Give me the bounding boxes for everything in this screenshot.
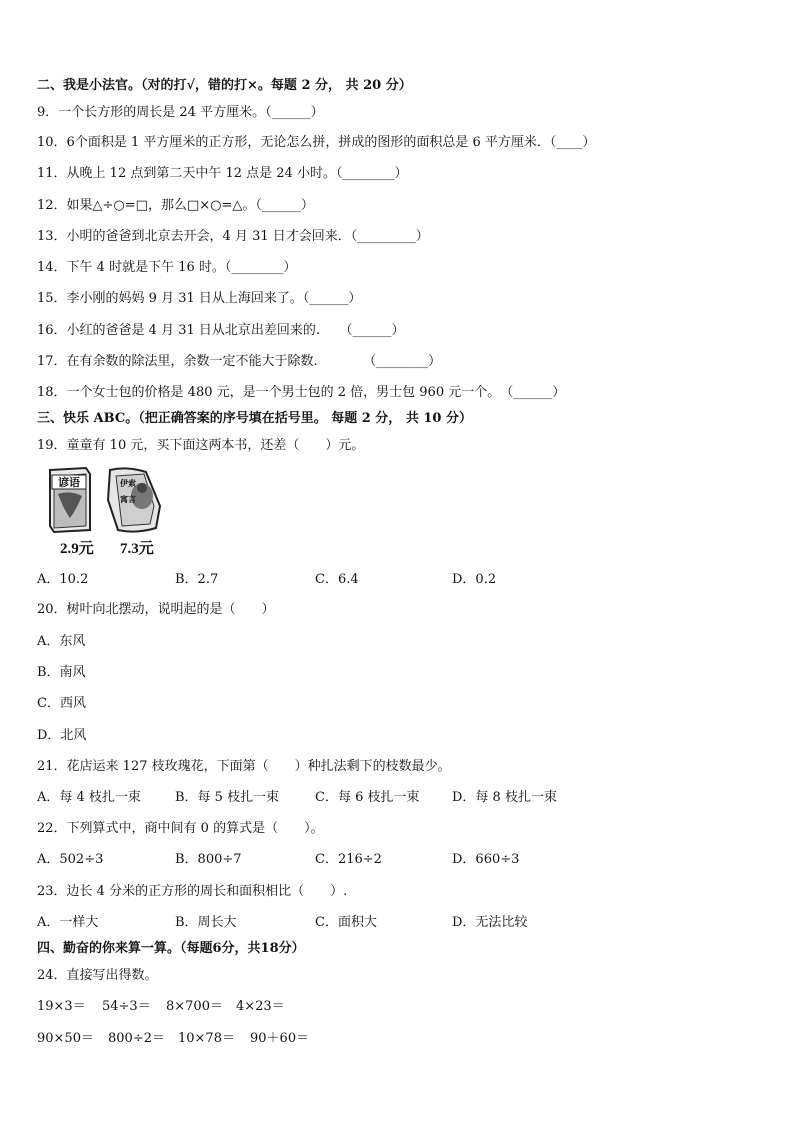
question-23: 23．边长 4 分米的正方形的周长和面积相比（ ）.: [37, 884, 348, 899]
q20-option-b[interactable]: B．南风: [37, 665, 86, 680]
q21-option-c[interactable]: C．每 6 枝扎一束: [315, 790, 420, 805]
calc-r2-4: 90＋60＝: [250, 1031, 310, 1046]
question-21: 21．花店运来 127 枝玫瑰花，下面第（ ）种扎法剩下的枝数最少。: [37, 759, 451, 774]
book2-title-part2: 寓言: [120, 495, 136, 504]
q21-option-a[interactable]: A．每 4 枝扎一束: [37, 790, 141, 805]
question-11: 11．从晚上 12 点到第二天中午 12 点是 24 小时。（________）: [37, 166, 408, 181]
question-20: 20．树叶向北摆动，说明起的是（ ）: [37, 602, 275, 617]
calc-r1-4: 4×23＝: [236, 999, 285, 1014]
q20-option-c[interactable]: C．西风: [37, 696, 86, 711]
section-3-title: 三、快乐 ABC。（把正确答案的序号填在括号里。 每题 2 分， 共 10 分）: [37, 411, 472, 426]
question-19: 19．童童有 10 元，买下面这两本书，还差（ ）元。: [37, 438, 365, 453]
question-16: 16．小红的爸爸是 4 月 31 日从北京出差回来的. （______）: [37, 323, 405, 338]
q19-option-c[interactable]: C．6.4: [315, 572, 359, 587]
question-9: 9．一个长方形的周长是 24 平方厘米。（______）: [37, 105, 324, 120]
q19-option-b[interactable]: B．2.7: [175, 572, 219, 587]
question-10: 10．6个面积是 1 平方厘米的正方形，无论怎么拼，拼成的图形的面积总是 6 平方厘米．（____）: [37, 135, 596, 150]
q19-option-a[interactable]: A．10.2: [37, 572, 89, 587]
book1-price: 2.9元: [60, 541, 94, 557]
q22-option-d[interactable]: D．660÷3: [452, 852, 520, 867]
q22-option-a[interactable]: A．502÷3: [37, 852, 104, 867]
book1-title: 谚语: [58, 476, 80, 489]
section-4-title: 四、勤奋的你来算一算。（每题6分，共18分）: [37, 941, 305, 956]
question-18: 18．一个女士包的价格是 480 元，是一个男士包的 2 倍，男士包 960 元一个。 （______）: [37, 385, 566, 400]
calc-r1-1: 19×3＝: [37, 999, 86, 1014]
q23-option-c[interactable]: C．面积大: [315, 915, 377, 930]
q19-option-d[interactable]: D．0.2: [452, 572, 497, 587]
q21-option-d[interactable]: D．每 8 枝扎一束: [452, 790, 557, 805]
book-proverbs: [50, 468, 90, 532]
q22-option-b[interactable]: B．800÷7: [175, 852, 242, 867]
calc-r1-2: 54÷3＝: [102, 999, 151, 1014]
calc-r2-3: 10×78＝: [178, 1031, 235, 1046]
q21-option-b[interactable]: B．每 5 枝扎一束: [175, 790, 280, 805]
calc-r1-3: 8×700＝: [166, 999, 223, 1014]
question-14: 14．下午 4 时就是下午 16 时。（________）: [37, 260, 297, 275]
question-15: 15．李小刚的妈妈 9 月 31 日从上海回来了。（______）: [37, 291, 362, 306]
calc-r2-2: 800÷2＝: [108, 1031, 165, 1046]
q23-option-a[interactable]: A．一样大: [37, 915, 99, 930]
q20-option-d[interactable]: D．北风: [37, 728, 87, 743]
question-24: 24．直接写出得数。: [37, 968, 158, 983]
question-22: 22．下列算式中，商中间有 0 的算式是（ ）。: [37, 821, 324, 836]
question-17: 17．在有余数的除法里，余数一定不能大于除数. （________）: [37, 354, 442, 369]
book2-title-part1: 伊索: [120, 479, 136, 488]
books-image: [46, 466, 176, 536]
q23-option-d[interactable]: D．无法比较: [452, 915, 528, 930]
q22-option-c[interactable]: C．216÷2: [315, 852, 382, 867]
section-2-title: 二、我是小法官。（对的打√，错的打×。每题 2 分， 共 20 分）: [37, 78, 412, 93]
q20-option-a[interactable]: A．东风: [37, 634, 86, 649]
calc-r2-1: 90×50＝: [37, 1031, 94, 1046]
question-13: 13．小明的爸爸到北京去开会，4 月 31 日才会回来．（_________）: [37, 229, 429, 244]
question-12: 12．如果△÷○=□，那么□×○=△。（______）: [37, 198, 314, 213]
q23-option-b[interactable]: B．周长大: [175, 915, 237, 930]
book-aesop: [108, 468, 160, 531]
book2-price: 7.3元: [120, 541, 154, 557]
